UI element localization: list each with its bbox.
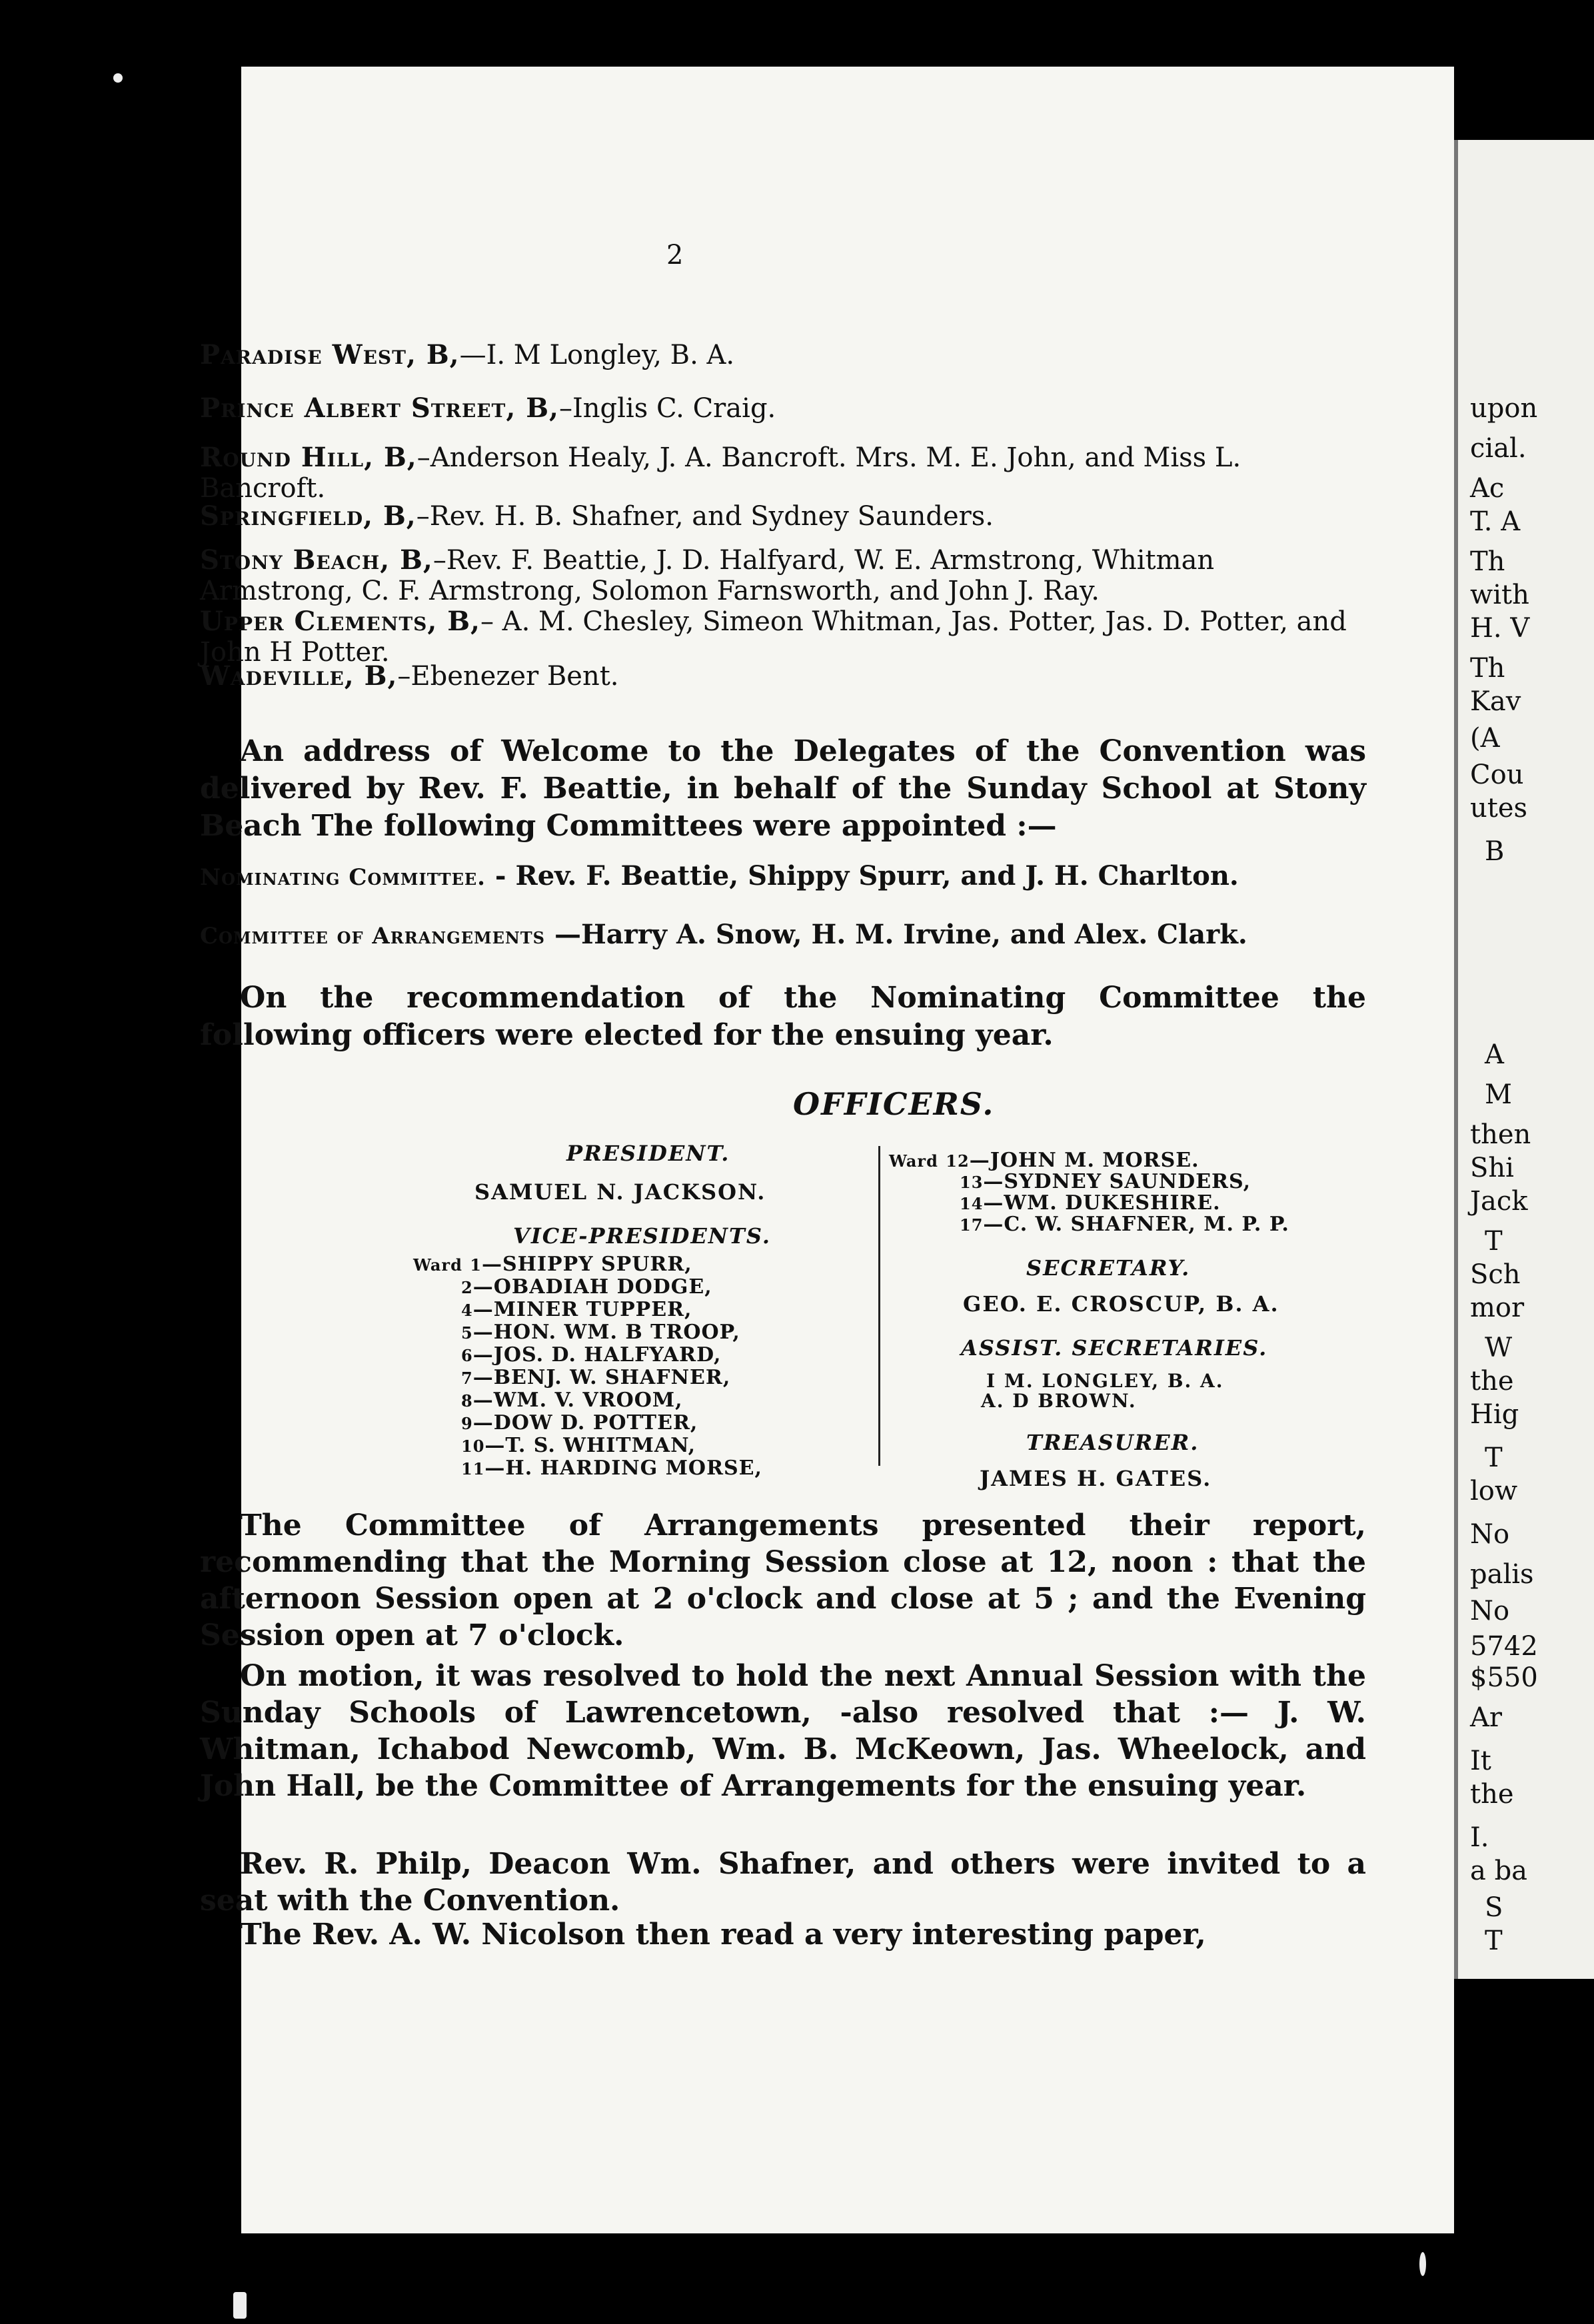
facing-page-fragment: No bbox=[1470, 1519, 1510, 1550]
attendance-entry bbox=[200, 393, 1359, 424]
vice-president-entry bbox=[413, 1255, 692, 1275]
facing-page-fragment: S bbox=[1485, 1892, 1503, 1923]
vice-president-entry bbox=[960, 1170, 1251, 1193]
facing-page-fragment: $550 bbox=[1470, 1662, 1538, 1693]
facing-page-fragment: a ba bbox=[1470, 1856, 1528, 1886]
vice-president-entry bbox=[889, 1151, 1199, 1171]
vice-president-name: —HON. WM. B TROOP, bbox=[472, 1321, 740, 1344]
vice-president-entry bbox=[461, 1411, 698, 1435]
facing-page-fragment: A bbox=[1485, 1039, 1504, 1070]
attendance-entry bbox=[200, 606, 1359, 668]
vice-president-name: —H. HARDING MORSE, bbox=[484, 1456, 762, 1480]
assistant-secretary: A. D BROWN. bbox=[981, 1390, 1137, 1412]
vice-president-entry bbox=[960, 1215, 1289, 1235]
president-heading: PRESIDENT. bbox=[566, 1141, 730, 1166]
committee-members: —Harry A. Snow, H. M. Irvine, and Alex. Clark. bbox=[545, 919, 1247, 950]
facing-page-fragment: T bbox=[1485, 1226, 1503, 1257]
school-name: Prince Albert Street, B, bbox=[200, 392, 559, 424]
vice-president-entry bbox=[461, 1343, 722, 1367]
facing-page-fragment: It bbox=[1470, 1746, 1491, 1776]
delegate-list: –Rev. F. Beattie, J. D. Halfyard, W. E. Armstrong, Whitman Armstrong, C. F. Armstrong, Solomon Farnsworth, and John J. Ray. bbox=[200, 545, 1215, 606]
facing-page-fragment: (A bbox=[1470, 723, 1500, 754]
assistant-secretary: I M. LONGLEY, B. A. bbox=[986, 1370, 1224, 1392]
vice-president-name: —JOHN M. MORSE. bbox=[969, 1149, 1199, 1172]
school-name: Paradise West, B, bbox=[200, 339, 460, 370]
vice-president-name: —C. W. SHAFNER, M. P. P. bbox=[983, 1213, 1289, 1236]
facing-page-fragment: low bbox=[1470, 1476, 1518, 1506]
school-name: Round Hill, B, bbox=[200, 442, 417, 473]
vice-president-name: —WM. V. VROOM, bbox=[472, 1389, 683, 1412]
assist-secretaries-heading: ASSIST. SECRETARIES. bbox=[961, 1335, 1268, 1361]
president-name: SAMUEL N. JACKSON. bbox=[474, 1179, 766, 1205]
facing-page-fragment: Th bbox=[1470, 546, 1505, 577]
vice-president-name: —MINER TUPPER, bbox=[472, 1298, 692, 1321]
attendance-entry bbox=[200, 661, 1359, 692]
delegate-list: – A. M. Chesley, Simeon Whitman, Jas. Potter, Jas. D. Potter, and John H Potter. bbox=[200, 606, 1347, 668]
scan-speck bbox=[1419, 2252, 1426, 2276]
ward-number: 6 bbox=[461, 1346, 473, 1365]
scan-speck bbox=[233, 2292, 247, 2319]
ward-number: 10 bbox=[461, 1437, 485, 1456]
vice-president-name: —OBADIAH DODGE, bbox=[472, 1275, 712, 1299]
vice-president-entry bbox=[461, 1391, 683, 1411]
vice-president-name: —SHIPPY SPURR, bbox=[482, 1253, 692, 1276]
attendance-entry bbox=[200, 442, 1359, 504]
facing-page-fragment: M bbox=[1485, 1079, 1512, 1110]
ward-number: 14 bbox=[960, 1194, 984, 1213]
vice-presidents-heading: VICE-PRESIDENTS. bbox=[513, 1223, 771, 1249]
facing-page-fragment: I. bbox=[1470, 1822, 1489, 1853]
vice-president-entry bbox=[960, 1191, 1221, 1215]
delegate-list: –Anderson Healy, J. A. Bancroft. Mrs. M. E. John, and Miss L. Bancroft. bbox=[200, 442, 1241, 504]
paragraph-invitations: Rev. R. Philp, Deacon Wm. Shafner, and others were invited to a seat with the Convention. bbox=[200, 1847, 1366, 1918]
vice-president-entry bbox=[461, 1366, 731, 1389]
facing-page-fragment: W bbox=[1485, 1333, 1513, 1363]
ward-number: 4 bbox=[461, 1301, 473, 1320]
attendance-entry bbox=[200, 501, 1359, 532]
facing-page bbox=[1454, 140, 1594, 1979]
paragraph-next-session: On motion, it was resolved to hold the next Annual Session with the Sunday Schools of Lawrencetown, -also resolved that :— J. W. Whitman, Ichabod Newcomb, Wm. B. McKeown, Jas. Wheelock, and John Hall, be the Committee of Arrangements for the ensuing year. bbox=[200, 1659, 1366, 1803]
facing-page-fragment: upon bbox=[1470, 393, 1538, 424]
school-name: Springfield, B, bbox=[200, 500, 416, 532]
school-name: Upper Clements, B, bbox=[200, 606, 480, 637]
facing-page-fragment: Ac bbox=[1470, 473, 1505, 504]
facing-page-fragment: palis bbox=[1470, 1559, 1534, 1590]
ward-number: 11 bbox=[461, 1459, 485, 1478]
facing-page-fragment: T bbox=[1485, 1926, 1503, 1956]
vice-president-name: —DOW D. POTTER, bbox=[472, 1411, 698, 1435]
committee-name: Nominating Committee. bbox=[200, 864, 486, 891]
facing-page-fragment: 5742 bbox=[1470, 1631, 1538, 1662]
column-divider bbox=[878, 1146, 880, 1466]
facing-page-fragment: Jack bbox=[1470, 1186, 1528, 1217]
secretary-name: GEO. E. CROSCUP, B. A. bbox=[963, 1291, 1279, 1317]
vice-president-entry bbox=[461, 1456, 762, 1480]
ward-number: 7 bbox=[461, 1369, 473, 1388]
facing-page-fragment: B bbox=[1485, 836, 1505, 867]
vice-president-name: —SYDNEY SAUNDERS, bbox=[983, 1170, 1251, 1193]
ward-number: 12 bbox=[946, 1151, 970, 1171]
facing-page-fragment: T bbox=[1485, 1443, 1503, 1473]
facing-page-fragment: mor bbox=[1470, 1293, 1525, 1323]
ward-label: Ward bbox=[889, 1151, 938, 1171]
facing-page-fragment: Th bbox=[1470, 653, 1505, 684]
attendance-entry bbox=[200, 545, 1359, 606]
recommendation-paragraph: On the recommendation of the Nominating Committee the following officers were elected for the ensuing year. bbox=[200, 981, 1366, 1052]
paragraph-arrangements-report: The Committee of Arrangements presented their report, recommending that the Morning Session close at 12, noon : that the afternoon Session open at 2 o'clock and close at 5 ; and the Evening Session open at 7 o'clock. bbox=[200, 1508, 1366, 1652]
vice-president-entry bbox=[461, 1434, 696, 1457]
secretary-heading: SECRETARY. bbox=[1026, 1255, 1191, 1281]
school-name: Wadeville, B, bbox=[200, 660, 398, 692]
facing-page-fragment: the bbox=[1470, 1779, 1514, 1810]
delegate-list: –Inglis C. Craig. bbox=[558, 393, 776, 424]
treasurer-name: JAMES H. GATES. bbox=[980, 1466, 1212, 1491]
attendance-entry bbox=[200, 340, 1359, 370]
facing-page-fragment: Hig bbox=[1470, 1399, 1519, 1430]
ward-number: 9 bbox=[461, 1414, 473, 1433]
ward-number: 1 bbox=[470, 1255, 482, 1275]
paragraph-paper: The Rev. A. W. Nicolson then read a very interesting paper, bbox=[240, 1918, 1206, 1952]
vice-president-name: —BENJ. W. SHAFNER, bbox=[472, 1366, 731, 1389]
facing-page-fragment: cial. bbox=[1470, 433, 1527, 464]
committee-entry bbox=[200, 919, 1359, 951]
facing-page-fragment: the bbox=[1470, 1366, 1514, 1397]
committee-entry bbox=[200, 861, 1359, 893]
vice-president-entry bbox=[461, 1298, 692, 1321]
facing-page-fragment: Kav bbox=[1470, 686, 1521, 717]
vice-president-entry bbox=[461, 1323, 740, 1343]
committee-name: Committee of Arrangements bbox=[200, 923, 546, 949]
delegate-list: –Ebenezer Bent. bbox=[397, 661, 619, 692]
vice-president-name: —JOS. D. HALFYARD, bbox=[472, 1343, 722, 1367]
delegate-list: –Rev. H. B. Shafner, and Sydney Saunders. bbox=[416, 501, 994, 532]
facing-page-fragment: No bbox=[1470, 1596, 1510, 1626]
vice-president-name: —WM. DUKESHIRE. bbox=[983, 1191, 1221, 1215]
facing-page-fragment: Sch bbox=[1470, 1259, 1521, 1290]
facing-page-fragment: Cou bbox=[1470, 760, 1524, 790]
facing-page-fragment: utes bbox=[1470, 793, 1528, 824]
ward-label: Ward bbox=[413, 1255, 462, 1275]
facing-page-fragment: then bbox=[1470, 1119, 1531, 1150]
facing-page-fragment: with bbox=[1470, 580, 1529, 610]
scan-speck bbox=[113, 73, 123, 83]
treasurer-heading: TREASURER. bbox=[1026, 1430, 1199, 1455]
delegate-list: —I. M Longley, B. A. bbox=[459, 340, 735, 370]
facing-page-fragment: T. A bbox=[1470, 506, 1521, 537]
ward-number: 13 bbox=[960, 1173, 984, 1192]
ward-number: 5 bbox=[461, 1323, 473, 1343]
vice-president-entry bbox=[461, 1275, 712, 1299]
school-name: Stony Beach, B, bbox=[200, 544, 433, 576]
page-number: 2 bbox=[666, 240, 684, 271]
officers-title: OFFICERS. bbox=[793, 1086, 995, 1122]
committee-members: - Rev. F. Beattie, Shippy Spurr, and J. H. Charlton. bbox=[486, 860, 1239, 891]
welcome-paragraph: An address of Welcome to the Delegates of the Convention was delivered by Rev. F. Beattie, in behalf of the Sunday School at Stony Beach The following Committees were appointed :— bbox=[200, 734, 1366, 843]
facing-page-fragment: H. V bbox=[1470, 613, 1530, 644]
facing-page-fragment: Shi bbox=[1470, 1153, 1514, 1183]
vice-president-name: —T. S. WHITMAN, bbox=[484, 1434, 696, 1457]
facing-page-fragment: Ar bbox=[1470, 1702, 1503, 1733]
ward-number: 8 bbox=[461, 1391, 473, 1411]
ward-number: 2 bbox=[461, 1278, 473, 1297]
ward-number: 17 bbox=[960, 1215, 984, 1235]
